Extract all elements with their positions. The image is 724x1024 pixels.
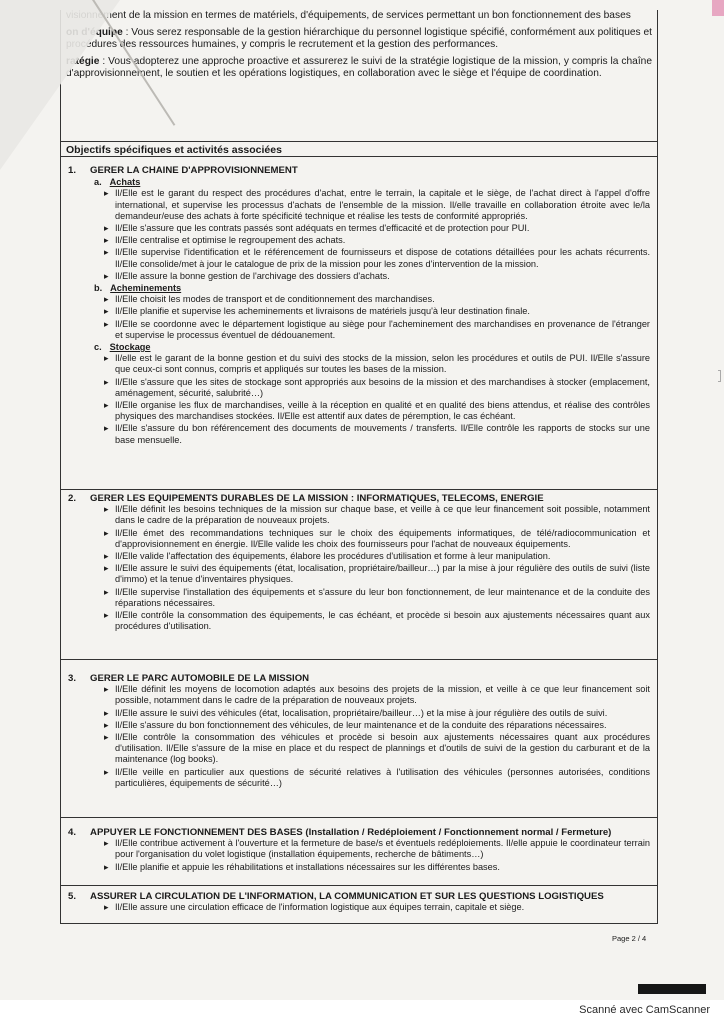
list-item: ▸ Il/Elle assure le suivi des véhicules (état, localisation, propriétaire/bailleur…) et la mise à jour régulière des outils de suivi. bbox=[104, 708, 650, 719]
camscanner-label: Scanné avec CamScanner bbox=[579, 1004, 710, 1016]
list-item: ▸ Il/Elle supervise l'installation des équipements et s'assure du leur bon fonctionnement, de leur maintenance et de la conduite des réparations nécessaires. bbox=[104, 587, 650, 609]
list-item: ▸ Il/Elle assure une circulation efficace de l'information logistique aux équipes terrain, capitale et siège. bbox=[104, 902, 650, 913]
subsection-achats: a. Achats bbox=[94, 177, 141, 188]
list-item: ▸ Il/Elle contrôle la consommation des véhicules et procède si besoin aux ajustements nécessaires quant aux procédures d'utilisation. Il/Elle s'assure de la mise en place et du respect de plannings et d'outils de suivi de la gestion du carburant et de la maintenance (log books). bbox=[104, 732, 650, 766]
list-item: ▸ Il/Elle contrôle la consommation des équipements, le cas échéant, et procède si besoin aux ajustements nécessaires quant aux procédures d'utilisation. bbox=[104, 610, 650, 632]
list-item: ▸ Il/Elle se coordonne avec le département logistique au siège pour l'acheminement des marchandises en provenance de l'étranger et supervise le processus éventuel de dédouanement. bbox=[104, 319, 650, 341]
list-item: ▸ Il/Elle organise les flux de marchandises, veille à la réception en qualité et en qualité des biens attendus, et réalise des contrôles physiques des marchandises stockées. Il/Elle est attentif aux dates de péremption, le cas échéant. bbox=[104, 400, 650, 422]
subsection-acheminements: b. Acheminements bbox=[94, 283, 182, 294]
list-item: ▸ Il/Elle émet des recommandations techniques sur le choix des équipements informatiques, de télé/radiocommunication et d'approvisionnement en énergie. Il/Elle valide les choix des fournisseurs pour l'achat de nouveaux équipements. bbox=[104, 528, 650, 550]
section-5 bbox=[60, 888, 658, 924]
list-item: ▸ Il/Elle assure le suivi des équipements (état, localisation, propriétaire/bailleur…) par la mise à jour régulière des outils de suivi (liste d'immo) et la tenue d'inventaires physiques. bbox=[104, 563, 650, 585]
list-item: ▸ Il/Elle contribue activement à l'ouverture et la fermeture de base/s et éventuels redéploiements. Il/elle appuie le coordinateur terrain pour l'organisation du volet logistique (installation équipements, recherche de bâtiments…) bbox=[104, 838, 650, 860]
pink-edge bbox=[712, 0, 724, 16]
subsection-stockage: c. Stockage bbox=[94, 342, 151, 353]
list-stockage bbox=[104, 353, 650, 446]
list-information bbox=[104, 902, 650, 913]
list-parc-auto bbox=[104, 684, 650, 789]
list-item: ▸ Il/Elle valide l'affectation des équipements, élabore les procédures d'utilisation et forme à leur manipulation. bbox=[104, 551, 650, 562]
scan-mark bbox=[718, 370, 721, 382]
intro-text bbox=[66, 10, 652, 85]
list-achats bbox=[104, 188, 650, 282]
page-number: Page 2 / 4 bbox=[612, 934, 647, 943]
intro-para-3: ratégie : Vous adopterez une approche proactive et assurerez le suivi de la stratégie logistique de la mission, y compris la chaîne d'approvisionnement, le soutien et les opérations logistiques, en collaboration avec le siège et l'équipe de coordination. bbox=[66, 55, 652, 80]
section-3-heading: 3. GERER LE PARC AUTOMOBILE DE LA MISSION bbox=[68, 673, 310, 684]
list-item: ▸ Il/Elle centralise et optimise le regroupement des achats. bbox=[104, 235, 650, 246]
intro-para-2: on d'équipe : Vous serez responsable de la gestion hiérarchique du personnel logistique spécifié, conformément aux politiques et procédures des ressources humaines, y compris le recrutement et la gestion des performances. bbox=[66, 26, 652, 51]
list-bases bbox=[104, 838, 650, 873]
section-4-heading: 4. APPUYER LE FONCTIONNEMENT DES BASES (Installation / Redéploiement / Fonctionnement normal / Fermeture) bbox=[68, 827, 612, 838]
section-3 bbox=[60, 670, 658, 818]
list-item: ▸ Il/Elle planifie et supervise les acheminements et livraisons de matériels jusqu'à leur destination finale. bbox=[104, 306, 650, 317]
list-item: ▸ Il/Elle définit les besoins techniques de la mission sur chaque base, et veille à ce que leur financement soit possible, notamment dans le cadre de la préparation de nouveaux projets. bbox=[104, 504, 650, 526]
section-2-heading: 2. GERER LES EQUIPEMENTS DURABLES DE LA MISSION : INFORMATIQUES, TELECOMS, ENERGIE bbox=[68, 493, 544, 504]
list-item: ▸ Il/Elle s'assure du bon référencement des documents de mouvements / transferts. Il/Elle contrôle les rapports de stocks sur une base mensuelle. bbox=[104, 423, 650, 445]
section-4 bbox=[60, 824, 658, 886]
section-title: Objectifs spécifiques et activités associées bbox=[60, 141, 658, 157]
list-item: ▸ Il/Elle veille en particulier aux questions de sécurité relatives à l'utilisation des véhicules (personnes autorisées, conditions particulières, équipements de sécurité…) bbox=[104, 767, 650, 789]
list-item: ▸ Il/Elle supervise l'identification et le référencement de fournisseurs et dispose de cotations détaillées pour les achats récurrents. Il/Elle consolide/met à jour le catalogue de prix de la mission pour les zones d'intervention de la mission. bbox=[104, 247, 650, 269]
black-bar bbox=[638, 984, 706, 994]
list-item: ▸ Il/elle est le garant de la bonne gestion et du suivi des stocks de la mission, selon les procédures et outils de PUI. Il/Elle s'assure que ceux-ci sont connus, compris et appliqués sur toutes les bases de la mission. bbox=[104, 353, 650, 375]
list-item: ▸ Il/Elle assure la bonne gestion de l'archivage des dossiers d'achats. bbox=[104, 271, 650, 282]
list-item: ▸ Il/Elle définit les moyens de locomotion adaptés aux besoins des projets de la mission, et veille à ce que leur financement soit possible, notamment dans le cadre de la préparation de nouveaux projets. bbox=[104, 684, 650, 706]
list-equipements bbox=[104, 504, 650, 632]
section-1-heading: 1. GERER LA CHAINE D'APPROVISIONNEMENT bbox=[68, 165, 298, 176]
list-acheminements bbox=[104, 294, 650, 341]
section-1 bbox=[60, 162, 658, 490]
list-item: ▸ Il/Elle s'assure que les sites de stockage sont appropriés aux besoins de la mission et des marchandises à stocker (emplacement, aménagement, sécurité, salubrité…) bbox=[104, 377, 650, 399]
intro-para-1: visionnement de la mission en termes de matériels, d'équipements, de services permettant un bon fonctionnement des bases bbox=[66, 10, 631, 21]
list-item: ▸ Il/Elle s'assure du bon fonctionnement des véhicules, de leur maintenance et de la conduite des réparations nécessaires. bbox=[104, 720, 650, 731]
list-item: ▸ Il/Elle s'assure que les contrats passés sont adéquats en termes d'efficacité et de protection pour PUI. bbox=[104, 223, 650, 234]
list-item: ▸ Il/Elle planifie et appuie les réhabilitations et installations nécessaires sur les différentes bases. bbox=[104, 862, 650, 873]
list-item: ▸ Il/Elle est le garant du respect des procédures d'achat, entre le terrain, la capitale et le siège, de l'achat direct à l'appel d'offre international, et supervise les processus d'achats de l'ensemble de la mission. Il/elle travaille en collaboration étroite avec le/la demandeur/euse des achats à forte spécificité technique et réalise les tests de conformité appropriés. bbox=[104, 188, 650, 222]
section-2 bbox=[60, 490, 658, 660]
section-5-heading: 5. ASSURER LA CIRCULATION DE L'INFORMATION, LA COMMUNICATION ET SUR LES QUESTIONS LOGISTIQUES bbox=[68, 891, 604, 902]
list-item: ▸ Il/Elle choisit les modes de transport et de conditionnement des marchandises. bbox=[104, 294, 650, 305]
